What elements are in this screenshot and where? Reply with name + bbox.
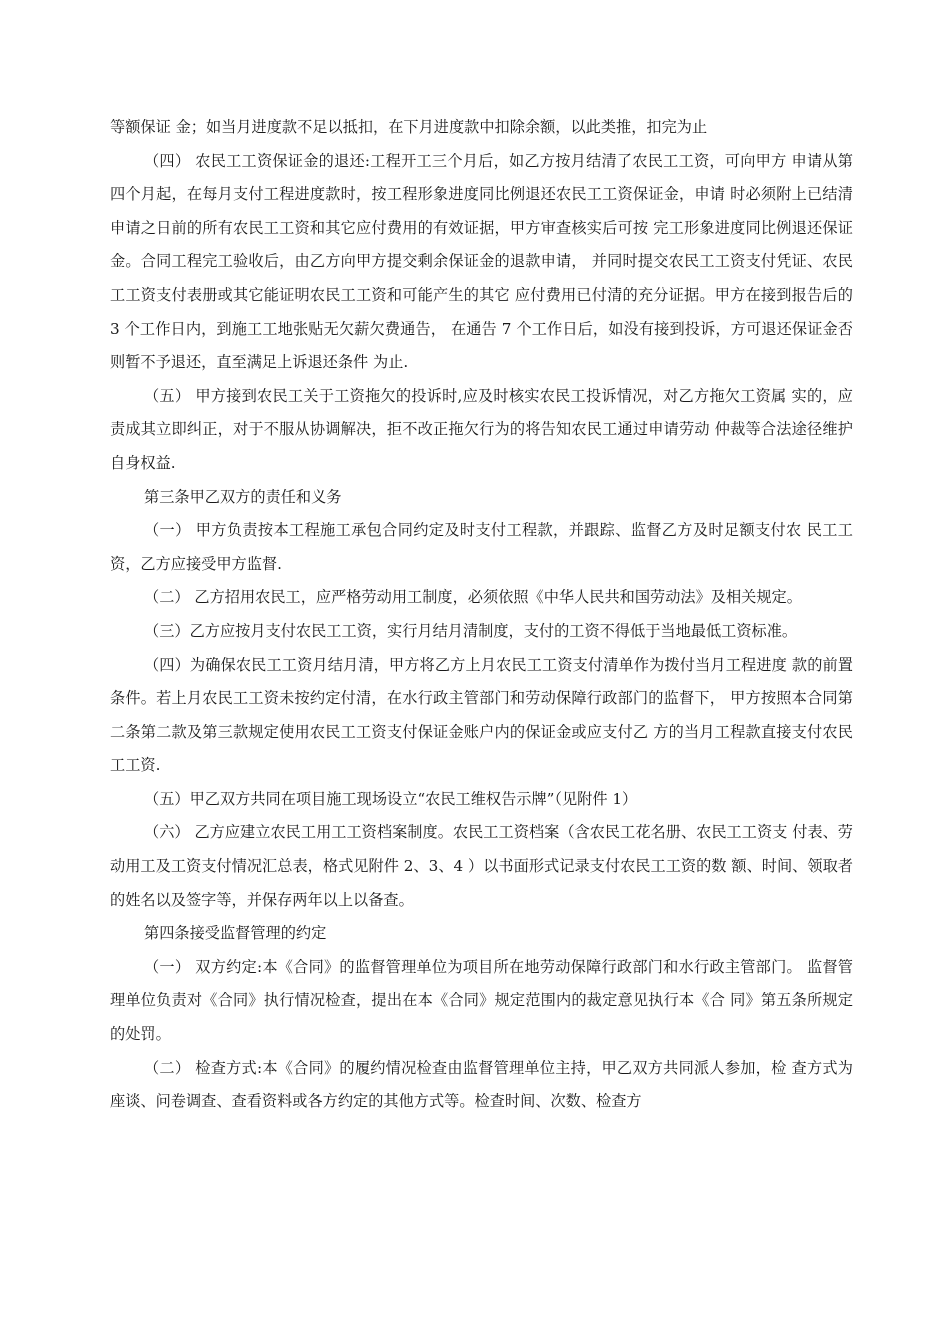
paragraph-article3-item3: （三）乙方应按月支付农民工工资，实行月结月清制度，支付的工资不得低于当地最低工资标准。 [144,621,798,640]
paragraph-article4-item1: （一） 双方约定:本《合同》的监督管理单位为项目所在地劳动保障行政部门和水行政主管部门。 监督管理单位负责对《合同》执行情况检查，提出在本《合同》规定范围内的裁定意见执行本《合 同》第五条所规定的处罚。 [110,957,853,1044]
article-3-heading: 第三条甲乙双方的责任和义务 [144,487,342,506]
paragraph-article3-item1: （一） 甲方负责按本工程施工承包合同约定及时支付工程款，并跟踪、监督乙方及时足额支付农 民工工资，乙方应接受甲方监督. [110,521,853,573]
paragraph-wage-complaint: （五） 甲方接到农民工关于工资拖欠的投诉时,应及时核实农民工投诉情况，对乙方拖欠工资属 实的，应责成其立即纠正，对于不服从协调解决，拒不改正拖欠行为的将告知农民工通过申请劳动 仲裁等合法途径维护自身权益. [110,386,853,472]
paragraph-guarantee-deduction: 等额保证 金；如当月进度款不足以抵扣，在下月进度款中扣除余额，以此类推，扣完为止 [110,118,708,136]
paragraph-guarantee-refund: （四） 农民工工资保证金的退还:工程开工三个月后，如乙方按月结清了农民工工资，可向甲方 申请从第四个月起，在每月支付工程进度款时，按工程形象进度同比例退还农民工工资保证金，申请 时必须附上已结清申请之日前的所有农民工工资和其它应付费用的有效证据，甲方审查核实后可按 完工形象进度同比例退还保证金。合同工程完工验收后，由乙方向甲方提交剩余保证金的退款申请， 并同时提交农民工工资支付凭证、农民工工资支付表册或其它能证明农民工工资和可能产生的其它 应付费用已付清的充分证据。甲方在接到报告后的 3 个工作日内，到施工工地张贴无欠薪欠费通告， 在通告 7 个工作日后，如没有接到投诉，方可退还保证金否则暂不予退还，直至满足上诉退还条件 为止. [110,151,853,372]
document-page [110,111,853,1119]
paragraph-article3-item6: （六） 乙方应建立农民工用工工资档案制度。农民工工资档案（含农民工花名册、农民工工资支 付表、劳动用工及工资支付情况汇总表，格式见附件 2、3、4 ）以书面形式记录支付农民工工资的数 额、时间、领取者的姓名以及签字等，并保存两年以上以备查。 [110,823,853,909]
paragraph-article3-item2: （二） 乙方招用农民工，应严格劳动用工制度，必须依照《中华人民共和国劳动法》及相关规定。 [144,588,802,607]
paragraph-article3-item4: （四）为确保农民工工资月结月清，甲方将乙方上月农民工工资支付清单作为拨付当月工程进度 款的前置条件。若上月农民工工资未按约定付清，在水行政主管部门和劳动保障行政部门的监督下， 甲方按照本合同第二条第二款及第三款规定使用农民工工资支付保证金账户内的保证金或应支付乙 方的当月工程款直接支付农民工工资. [110,655,853,775]
article-4-heading: 第四条接受监督管理的约定 [144,924,327,943]
paragraph-article4-item2: （二） 检查方式:本《合同》的履约情况检查由监督管理单位主持，甲乙双方共同派人参加，检 查方式为座谈、问卷调查、查看资料或各方约定的其他方式等。检查时间、次数、检查方 [110,1058,853,1111]
paragraph-article3-item5: （五）甲乙双方共同在项目施工现场设立“农民工维权告示牌”（见附件 1） [144,789,638,808]
